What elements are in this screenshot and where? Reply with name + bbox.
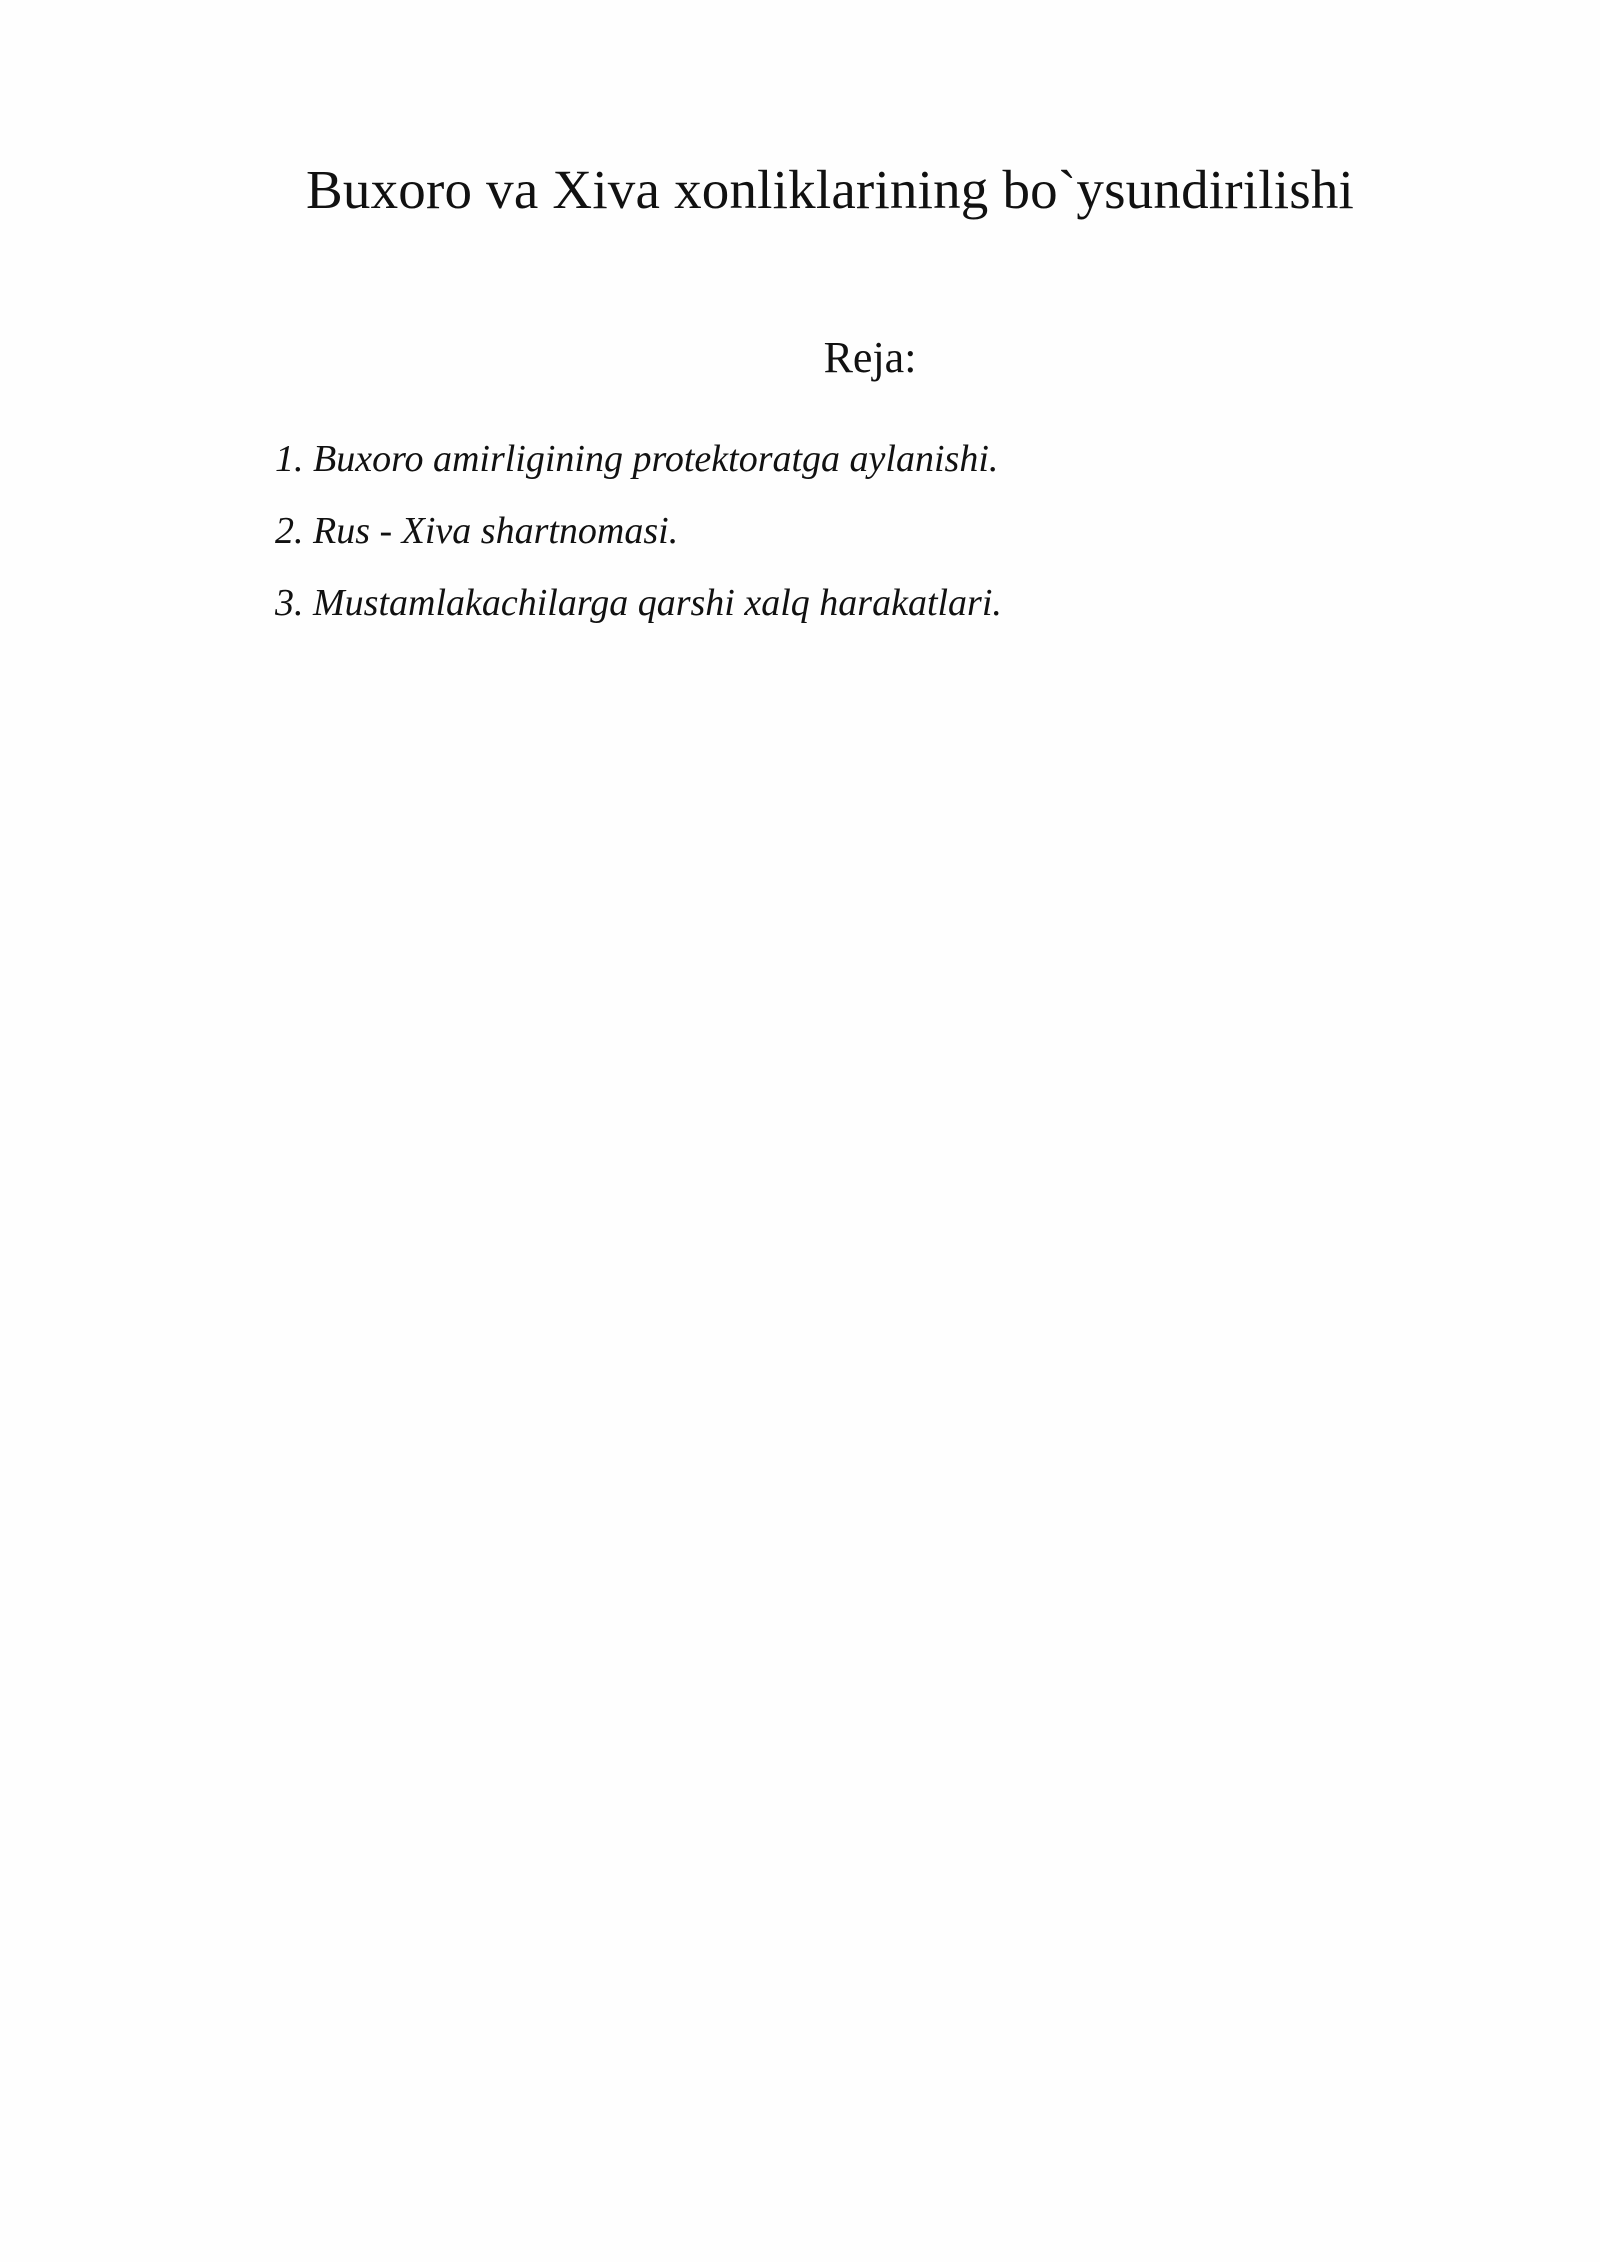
plan-item-2: 2. Rus - Xiva shartnomasi. — [275, 510, 679, 552]
plan-item-1: 1. Buxoro amirligining protektoratga aylanishi. — [275, 438, 999, 480]
plan-list — [275, 434, 1002, 650]
plan-item-3: 3. Mustamlakachilarga qarshi xalq harakatlari. — [275, 582, 1002, 624]
plan-heading: Reja: — [823, 333, 917, 382]
document-title: Buxoro va Xiva xonliklarining bo`ysundirilishi — [306, 159, 1354, 220]
